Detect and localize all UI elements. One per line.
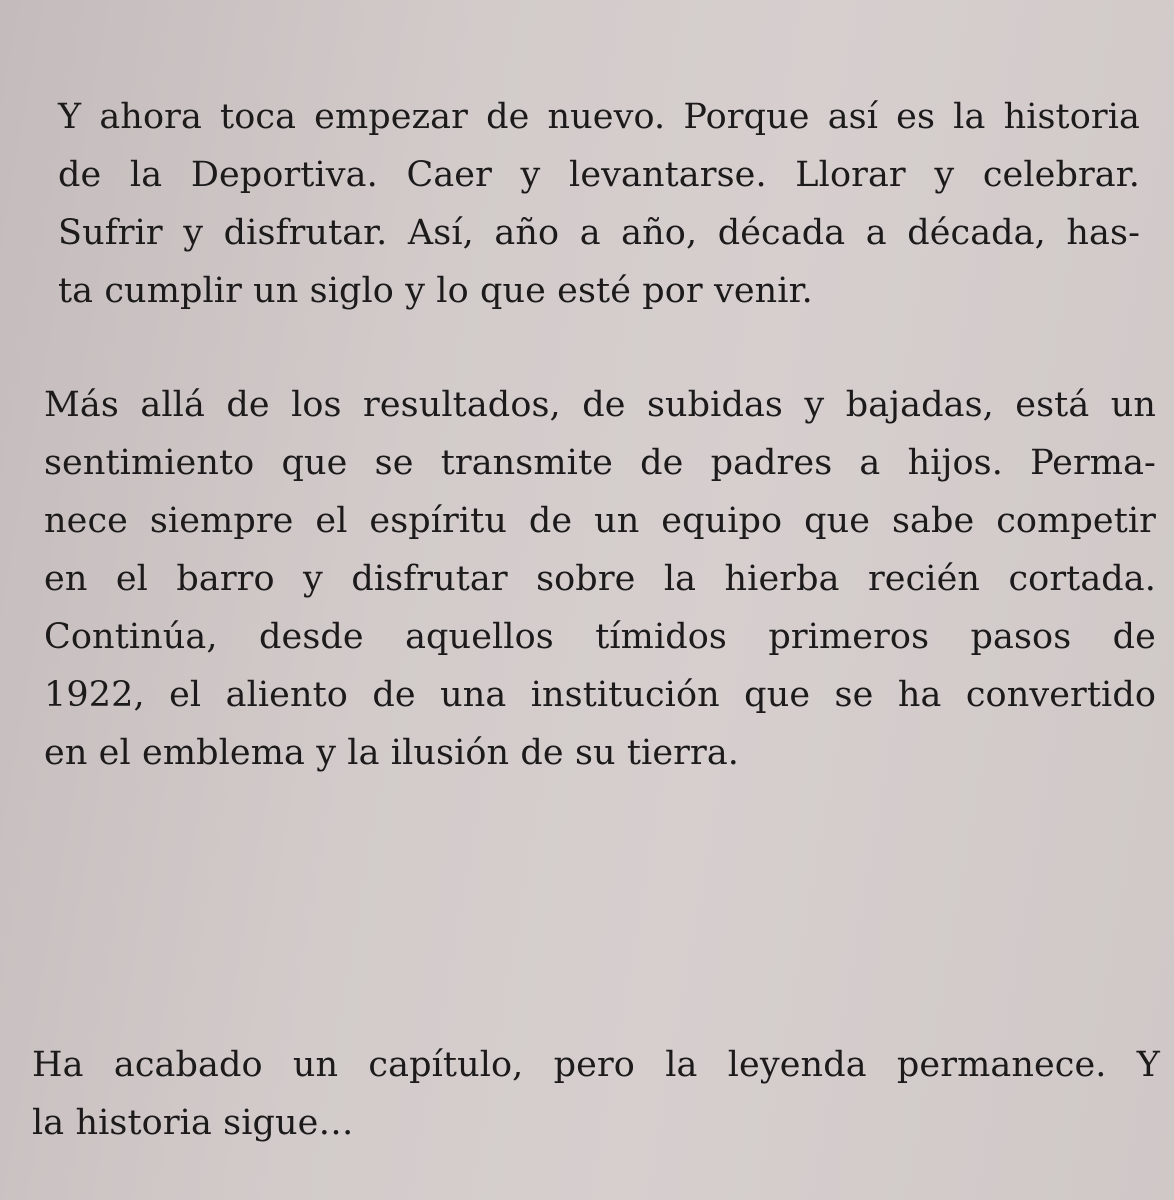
text-line: Sufrir y disfrutar. Así, año a año, década a década, has- [58,213,1140,253]
text-line: de la Deportiva. Caer y levantarse. Llorar y celebrar. [58,155,1140,195]
text-line: 1922, el aliento de una institución que se ha convertido [44,675,1156,715]
text-line: Y ahora toca empezar de nuevo. Porque así es la historia [58,97,1140,137]
text-line: en el barro y disfrutar sobre la hierba recién cortada. [44,559,1156,599]
text-line: Ha acabado un capítulo, pero la leyenda permanece. Y [32,1045,1160,1085]
paragraph-3 [32,1036,1160,1152]
paragraph-1 [58,88,1140,320]
text-line: sentimiento que se transmite de padres a hijos. Perma- [44,443,1156,483]
text-line: Más allá de los resultados, de subidas y bajadas, está un [44,385,1156,425]
text-line: Continúa, desde aquellos tímidos primeros pasos de [44,617,1156,657]
text-line: en el emblema y la ilusión de su tierra. [44,733,740,773]
text-line: nece siempre el espíritu de un equipo que sabe competir [44,501,1156,541]
text-line: ta cumplir un siglo y lo que esté por venir. [58,271,813,311]
text-line: la historia sigue… [32,1103,354,1143]
paragraph-2 [44,376,1156,782]
